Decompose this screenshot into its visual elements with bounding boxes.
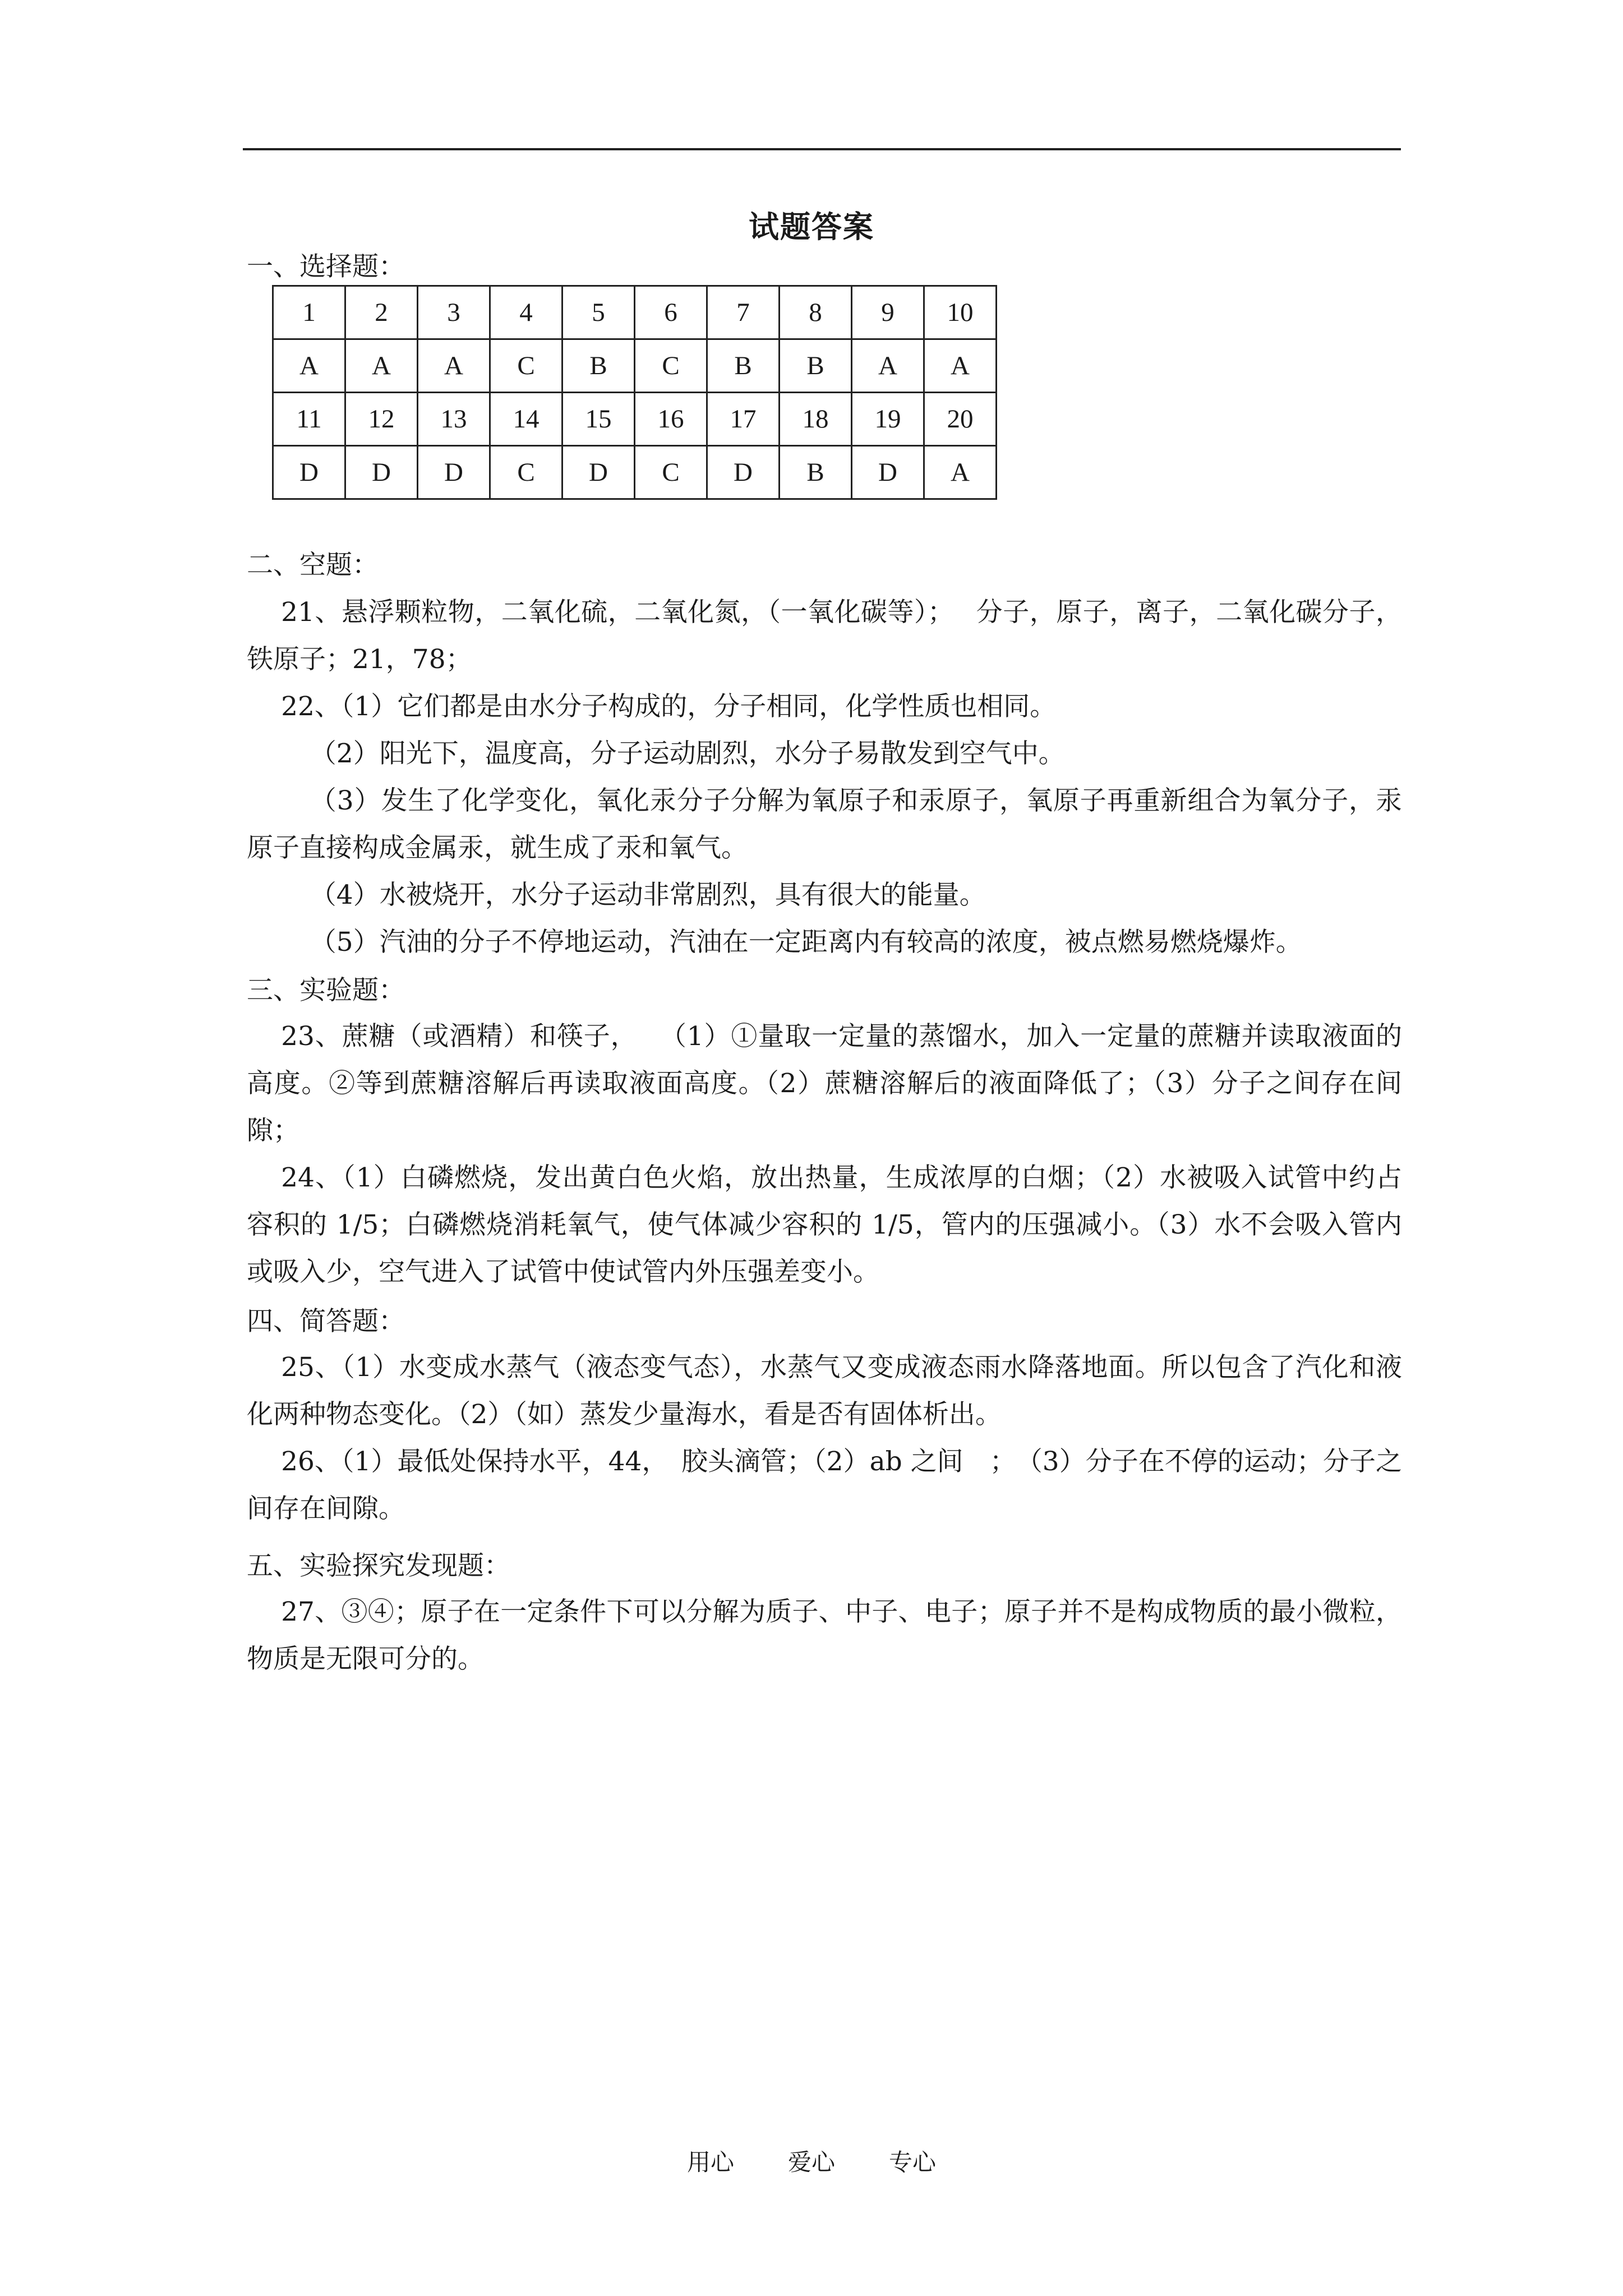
answer-23: 23、蔗糖（或酒精）和筷子， （1）①量取一定量的蒸馏水，加入一定量的蔗糖并读取液面的高度。②等到蔗糖溶解后再读取液面高度。（2）蔗糖溶解后的液面降低了；（3）分子之间存在间隙；: [247, 1021, 1402, 1146]
table-cell: A: [273, 339, 345, 393]
table-cell: 15: [562, 393, 635, 446]
page-title: 试题答案: [749, 209, 874, 245]
table-cell: C: [635, 339, 707, 393]
answer-27: 27、③④；原子在一定条件下可以分解为质子、中子、电子；原子并不是构成物质的最小微粒，物质是无限可分的。: [247, 1596, 1402, 1674]
section-4-heading: 四、简答题：: [247, 1306, 405, 1337]
table-cell: B: [780, 446, 852, 499]
table-cell: B: [780, 339, 852, 393]
answer-22-2: （2）阳光下，温度高，分子运动剧烈，水分子易散发到空气中。: [310, 738, 1065, 769]
table-cell: 11: [273, 393, 345, 446]
answer-26: 26、（1）最低处保持水平，44， 胶头滴管；（2）ab 之间 ； （3）分子在不停的运动；分子之间存在间隙。: [247, 1446, 1402, 1524]
answer-25: 25、（1）水变成水蒸气（液态变气态），水蒸气又变成液态雨水降落地面。所以包含了汽化和液化两种物态变化。（2）（如）蒸发少量海水，看是否有固体析出。: [247, 1352, 1402, 1430]
table-cell: D: [562, 446, 635, 499]
header-rule: [243, 148, 1401, 150]
table-cell: B: [707, 339, 780, 393]
table-row: [273, 393, 997, 446]
table-cell: A: [924, 339, 997, 393]
section-5-heading: 五、实验探究发现题：: [247, 1550, 510, 1581]
table-cell: 4: [490, 286, 562, 339]
table-cell: 2: [345, 286, 418, 339]
section-5-body: [247, 1589, 1402, 1683]
table-cell: A: [924, 446, 997, 499]
table-cell: C: [490, 339, 562, 393]
table-cell: 17: [707, 393, 780, 446]
table-cell: 5: [562, 286, 635, 339]
table-cell: D: [273, 446, 345, 499]
answer-table: [272, 285, 997, 500]
table-cell: C: [635, 446, 707, 499]
table-cell: 13: [418, 393, 490, 446]
section-1-heading: 一、选择题：: [247, 251, 405, 282]
answer-22-3: （3）发生了化学变化，氧化汞分子分解为氧原子和汞原子，氧原子再重新组合为氧分子，汞原子直接构成金属汞，就生成了汞和氧气。: [247, 785, 1402, 863]
table-cell: A: [345, 339, 418, 393]
table-cell: 1: [273, 286, 345, 339]
table-cell: 20: [924, 393, 997, 446]
footer-text-2: 爱心: [787, 2148, 835, 2176]
table-cell: 16: [635, 393, 707, 446]
answer-22-1: 22、（1）它们都是由水分子构成的，分子相同，化学性质也相同。: [281, 691, 1057, 722]
table-cell: 7: [707, 286, 780, 339]
table-cell: 12: [345, 393, 418, 446]
section-4-body: [247, 1344, 1402, 1533]
table-cell: A: [418, 339, 490, 393]
table-cell: 9: [852, 286, 924, 339]
table-cell: 19: [852, 393, 924, 446]
table-cell: B: [562, 339, 635, 393]
section-3-body: [247, 1013, 1402, 1296]
table-cell: 18: [780, 393, 852, 446]
answer-22-5: （5）汽油的分子不停地运动，汽油在一定距离内有较高的浓度，被点燃易燃烧爆炸。: [310, 927, 1302, 958]
footer-text-3: 专心: [889, 2148, 937, 2176]
answer-24: 24、（1）白磷燃烧，发出黄白色火焰，放出热量，生成浓厚的白烟；（2）水被吸入试管中约占容积的 1/5；白磷燃烧消耗氧气，使气体减少容积的 1/5，管内的压强减小。（3）水不会吸入管内或吸入少，空气进入了试管中使试管内外压强差变小。: [247, 1162, 1402, 1287]
footer-text-1: 用心: [686, 2148, 734, 2176]
table-cell: 3: [418, 286, 490, 339]
table-row: [273, 286, 997, 339]
table-cell: 14: [490, 393, 562, 446]
table-cell: A: [852, 339, 924, 393]
section-2-heading: 二、空题：: [247, 550, 379, 581]
table-cell: D: [852, 446, 924, 499]
table-row: [273, 339, 997, 393]
section-2-body: [247, 589, 1402, 966]
answer-21: 21、悬浮颗粒物，二氧化硫，二氧化氮，（一氧化碳等）； 分子，原子，离子，二氧化碳分子，铁原子；21，78；: [247, 597, 1402, 675]
table-cell: D: [418, 446, 490, 499]
table-cell: 10: [924, 286, 997, 339]
page-footer: [0, 2144, 1623, 2178]
table-cell: C: [490, 446, 562, 499]
table-cell: 6: [635, 286, 707, 339]
table-row: [273, 446, 997, 499]
table-cell: 8: [780, 286, 852, 339]
table-cell: D: [707, 446, 780, 499]
section-3-heading: 三、实验题：: [247, 975, 405, 1006]
answer-22-4: （4）水被烧开，水分子运动非常剧烈，具有很大的能量。: [310, 880, 986, 910]
table-cell: D: [345, 446, 418, 499]
